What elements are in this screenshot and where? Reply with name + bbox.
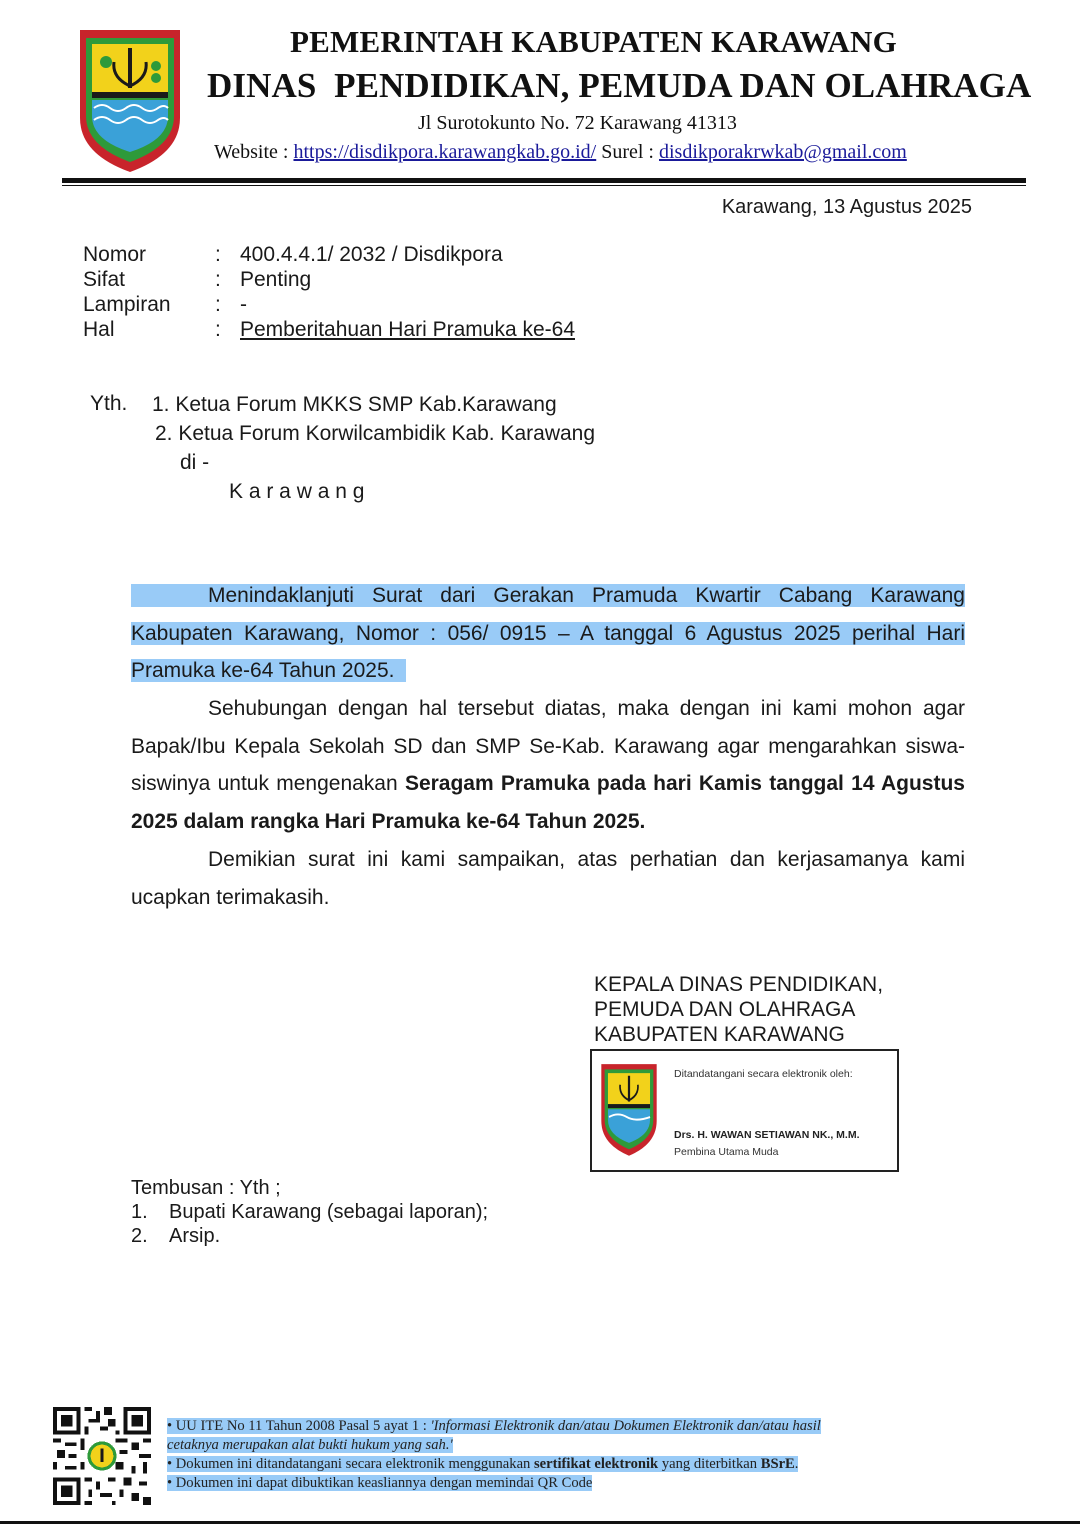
footer-text: • UU ITE No 11 Tahun 2008 Pasal 5 ayat 1 : [167, 1418, 431, 1434]
signature-title [594, 972, 883, 1047]
footer-disclaimer [167, 1417, 987, 1493]
cc-text: Arsip. [169, 1225, 221, 1247]
meta-colon: : [215, 318, 221, 341]
letterhead-rule-thick [62, 178, 1026, 183]
cc-number: 2. [131, 1225, 148, 1247]
letter-date: Karawang, 13 Agustus 2025 [721, 196, 972, 218]
meta-value: 400.4.4.1/ 2032 / Disdikpora [240, 243, 503, 266]
meta-value: Penting [240, 268, 312, 291]
highlighted-text [167, 1418, 821, 1434]
paragraph-bold-text: Seragam Pramuka pada hari Kamis tanggal 14 Agustus 2025 dalam rangka Hari Pramuka ke-64 Tahun 2025. [131, 772, 965, 834]
letterhead-contact [214, 141, 907, 164]
meta-colon: : [215, 293, 221, 316]
paragraph-text: Demikian surat ini kami sampaikan, atas perhatian dan kerjasamanya kami ucapkan terimakasih. [131, 848, 965, 909]
highlighted-text [167, 1475, 592, 1491]
footer-text: yang diterbitkan [658, 1456, 761, 1472]
email-link[interactable]: disdikporakrwkab@gmail.com [659, 141, 907, 163]
highlighted-text [131, 584, 965, 682]
meta-value: Pemberitahuan Hari Pramuka ke-64 [240, 318, 575, 341]
body-paragraph-2 [131, 690, 965, 841]
letterhead-government: PEMERINTAH KABUPATEN KARAWANG [290, 24, 897, 59]
recipient-item: 1. Ketua Forum MKKS SMP Kab.Karawang [152, 393, 557, 416]
paragraph-text: Menindaklanjuti Surat dari Gerakan Pramuda Kwartir Cabang Karawang Kabupaten Karawang, Nomor : 056/ 0915 – A tanggal 6 Agustus 2025 perihal Hari Pramuka ke-64 Tahun 2025. [131, 584, 965, 683]
website-label: Website : [214, 141, 294, 163]
meta-colon: : [215, 268, 221, 291]
signer-name: Drs. H. WAWAN SETIAWAN NK., M.M. [674, 1129, 860, 1141]
meta-row-nomor [83, 242, 575, 267]
recipient-di: di - [180, 451, 210, 474]
signer-rank: Pembina Utama Muda [674, 1146, 779, 1158]
letterhead-department: DINAS PENDIDIKAN, PEMUDA DAN OLAHRAGA [207, 66, 1032, 105]
website-link[interactable]: https://disdikpora.karawangkab.go.id/ [293, 141, 597, 163]
cc-text: Bupati Karawang (sebagai laporan); [169, 1201, 489, 1223]
footer-bold: BSrE [760, 1456, 795, 1472]
signature-title-line: PEMUDA DAN OLAHRAGA [594, 998, 856, 1021]
bottom-rule [0, 1521, 1080, 1524]
email-label: Surel : [596, 141, 659, 163]
letterhead-address: Jl Surotokunto No. 72 Karawang 41313 [418, 112, 737, 134]
meta-colon: : [215, 243, 221, 266]
recipient-city: K a r a w a n g [229, 480, 365, 503]
meta-label: Nomor [83, 243, 147, 266]
electronic-signature-box [590, 1049, 899, 1172]
kabupaten-karawang-emblem [598, 1059, 660, 1157]
cc-heading: Tembusan : Yth ; [131, 1177, 281, 1199]
meta-row-hal [83, 317, 575, 342]
meta-row-sifat [83, 267, 575, 292]
meta-label: Hal [83, 318, 115, 341]
cc-number: 1. [131, 1201, 148, 1223]
footer-bold: sertifikat elektronik [534, 1456, 659, 1472]
meta-label: Lampiran [83, 293, 171, 316]
body-paragraph-1 [131, 577, 965, 690]
cc-item [131, 1200, 488, 1224]
cc-item [131, 1224, 488, 1248]
kabupaten-karawang-emblem [74, 22, 186, 174]
footer-text: . [794, 1456, 799, 1472]
meta-label: Sifat [83, 268, 126, 291]
qr-code-icon[interactable] [53, 1407, 151, 1505]
footer-quote: cetaknya merupakan alat bukti hukum yang sah.' [167, 1437, 453, 1453]
recipient-item: 2. Ketua Forum Korwilcambidik Kab. Karawang [155, 422, 596, 445]
body-paragraph-3 [131, 841, 965, 916]
highlighted-text [167, 1456, 798, 1472]
highlighted-text [167, 1437, 453, 1453]
footer-quote: 'Informasi Elektronik dan/atau Dokumen Elektronik dan/atau hasil [430, 1418, 821, 1434]
signed-electronically-label: Ditandatangani secara elektronik oleh: [674, 1068, 853, 1080]
letterhead-rule-thin [62, 185, 1026, 186]
meta-value: - [240, 293, 247, 316]
paragraph-text: Sehubungan dengan hal tersebut diatas, maka dengan ini kami mohon agar Bapak/Ibu Kepala Sekolah SD dan SMP Se-Kab. Karawang agar mengarahkan siswa-siswinya untuk mengenakan [131, 697, 965, 796]
signature-title-line: KEPALA DINAS PENDIDIKAN, [594, 973, 884, 996]
footer-text: • Dokumen ini dapat dibuktikan keasliannya dengan memindai QR Code [167, 1475, 593, 1491]
footer-text: • Dokumen ini ditandatangani secara elektronik menggunakan [167, 1456, 534, 1472]
carbon-copy [131, 1176, 488, 1248]
recipient-prefix: Yth. [90, 392, 128, 415]
signature-title-line: KABUPATEN KARAWANG [594, 1023, 845, 1046]
meta-row-lampiran [83, 292, 575, 317]
letter-meta [83, 242, 575, 342]
